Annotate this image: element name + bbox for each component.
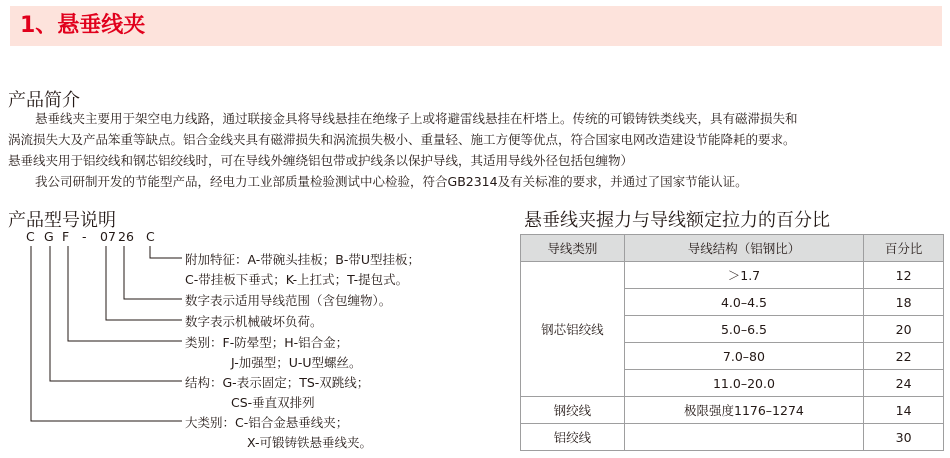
structure-cell: 4.0–4.5 (624, 289, 863, 316)
intro-paragraph-line: 涡流损失大及产品笨重等缺点。铝合金线夹具有磁滞损失和涡流损失极小、重量轻、施工方便等优点，符合国家电网改造建设节能降耗的要求。 (8, 132, 796, 147)
category-cell: 钢绞线 (521, 397, 625, 424)
table-row (521, 262, 944, 289)
intro-heading: 产品简介 (8, 90, 80, 111)
model-heading: 产品型号说明 (8, 210, 116, 231)
intro-paragraph-line: 悬垂线夹用于铝绞线和钢芯铝绞线时，可在导线外缠绕铝包带或护线条以保护导线，其适用导线外径包括包缠物） (8, 153, 634, 168)
percent-cell: 30 (864, 424, 944, 451)
code-char-dash: - (82, 229, 87, 244)
code-char-type: F (62, 229, 70, 244)
structure-cell: 极限强度1176–1274 (624, 397, 863, 424)
percent-cell: 20 (864, 316, 944, 343)
category-cell: 铝绞线 (521, 424, 625, 451)
code-char-range: 26 (118, 229, 134, 244)
code-char-feature: C (146, 229, 155, 244)
table-row (521, 397, 944, 424)
structure-cell (624, 424, 863, 451)
model-desc-line: X-可锻铸铁悬垂线夹。 (247, 435, 372, 450)
header-category: 导线类别 (521, 235, 625, 262)
model-desc-line: 大类别：C-铝合金悬垂线夹； (185, 415, 349, 430)
table-header-row (521, 235, 944, 262)
code-char-structure: G (44, 229, 54, 244)
connector-structure (50, 246, 182, 381)
percent-cell: 18 (864, 289, 944, 316)
structure-cell: 7.0–80 (624, 343, 863, 370)
structure-cell: 5.0–6.5 (624, 316, 863, 343)
intro-paragraph-line: 悬垂线夹主要用于架空电力线路，通过联接金具将导线悬挂在绝缘子上或将避雷线悬挂在杆塔上。传统的可锻铸铁类线夹，具有磁滞损失和 (35, 111, 798, 126)
percent-cell: 14 (864, 397, 944, 424)
connector-range (124, 246, 182, 299)
model-desc-line: CS-垂直双排列 (231, 395, 315, 410)
page-title: 1、悬垂线夹 (20, 13, 146, 38)
model-desc-line: 结构：G-表示固定；TS-双跳线； (185, 375, 370, 390)
percent-cell: 24 (864, 370, 944, 397)
grip-table (520, 234, 944, 451)
percent-cell: 22 (864, 343, 944, 370)
model-desc-line: 数字表示适用导线范围（含包缠物）。 (185, 293, 392, 308)
connector-type (68, 246, 182, 341)
grip-table-heading: 悬垂线夹握力与导线额定拉力的百分比 (524, 210, 830, 231)
intro-paragraph-line: 我公司研制开发的节能型产品，经电力工业部质量检验测试中心检验，符合GB2314及有关标准的要求，并通过了国家节能认证。 (35, 174, 748, 189)
connector-feature (150, 246, 182, 258)
percent-cell: 12 (864, 262, 944, 289)
model-desc-line: J-加强型；U-U型螺丝。 (231, 355, 362, 370)
table-row (521, 424, 944, 451)
header-percent: 百分比 (864, 235, 944, 262)
model-desc-line: 附加特征：A-带碗头挂板；B-带U型挂板； (185, 252, 421, 267)
model-desc-line: 数字表示机械破坏负荷。 (185, 314, 323, 329)
connector-load (106, 246, 182, 320)
code-char-category: C (26, 229, 35, 244)
category-cell: 钢芯铝绞线 (521, 262, 625, 397)
code-char-load: 07 (100, 229, 116, 244)
model-desc-line: C-带挂板下垂式；K-上扛式；T-提包式。 (185, 272, 409, 287)
header-structure: 导线结构（铝钢比） (624, 235, 863, 262)
structure-cell: ＞1.7 (624, 262, 863, 289)
model-desc-line: 类别：F-防晕型；H-铝合金； (185, 335, 349, 350)
structure-cell: 11.0–20.0 (624, 370, 863, 397)
